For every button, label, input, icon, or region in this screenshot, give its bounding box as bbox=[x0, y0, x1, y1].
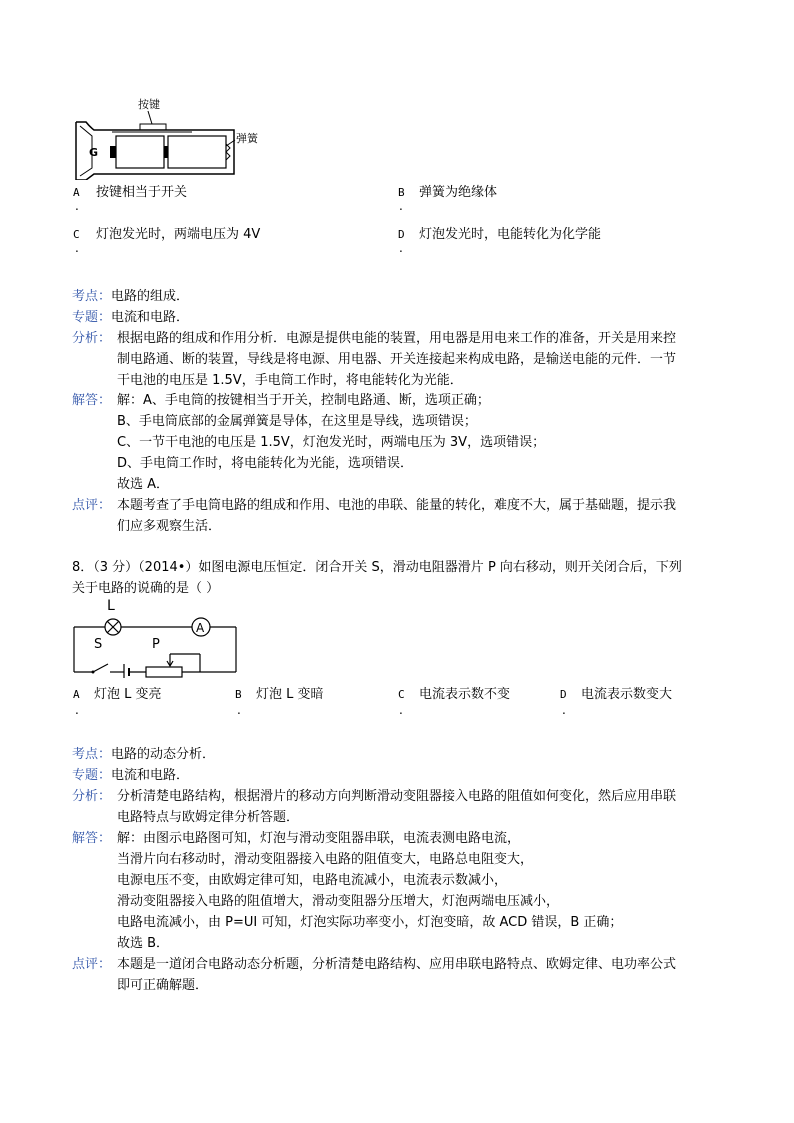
q7-option-b-dot: . bbox=[399, 199, 403, 213]
zhuanti-text: 电流和电路． bbox=[111, 310, 190, 325]
zhuanti-label: 专题： bbox=[72, 768, 112, 783]
jieda-line: 当滑片向右移动时，滑动变阻器接入电路的阻值变大，电路总电阻变大， bbox=[117, 852, 534, 867]
fenxi-line: 分析清楚电路结构，根据滑片的移动方向判断滑动变阻器接入电路的阻值如何变化，然后应用串联 bbox=[117, 789, 677, 804]
jieda-line: 解：由图示电路图可知，灯泡与滑动变阻器串联，电流表测电路电流， bbox=[117, 831, 521, 846]
jieda-line: D、手电筒工作时，将电能转化为光能，选项错误． bbox=[117, 456, 414, 471]
dianping-label: 点评： bbox=[72, 957, 112, 972]
q7-fenxi-body bbox=[117, 328, 676, 391]
rheostat-symbol bbox=[146, 667, 182, 677]
jieda-line: B、手电筒底部的金属弹簧是导体，在这里是导线，选项错误； bbox=[117, 414, 477, 429]
zhuanti-text: 电流和电路． bbox=[111, 768, 190, 783]
ammeter-label: A bbox=[196, 621, 205, 635]
q8-option-c-letter: C bbox=[398, 688, 405, 701]
lamp-label: L bbox=[107, 598, 115, 614]
circuit-figure bbox=[70, 596, 242, 678]
dianping-label: 点评： bbox=[72, 498, 112, 513]
switch-label: S bbox=[94, 637, 103, 652]
q7-kaodian-row bbox=[72, 286, 189, 307]
q7-option-d-text: 灯泡发光时，电能转化为化学能 bbox=[419, 227, 602, 242]
bulb-letter: G bbox=[89, 146, 99, 159]
jieda-line: 电路电流减小，由 P=UI 可知，灯泡实际功率变小，灯泡变暗，故 ACD 错误，B 正确； bbox=[117, 915, 623, 930]
q8-dianping-body bbox=[117, 954, 676, 996]
q8-option-d-letter: D bbox=[560, 688, 567, 701]
q7-option-d-dot: . bbox=[399, 241, 403, 255]
q8-option-d-text: 电流表示数变大 bbox=[581, 687, 673, 702]
q7-option-b-text: 弹簧为绝缘体 bbox=[419, 185, 498, 200]
q8-option-a-dot: . bbox=[75, 703, 79, 717]
kaodian-text: 电路的动态分析． bbox=[111, 747, 216, 762]
q8-stem-line: 关于电路的说确的是（ ） bbox=[72, 581, 220, 596]
spring-label: 弹簧 bbox=[236, 132, 258, 145]
q7-option-a-letter: A bbox=[73, 186, 80, 199]
zhuanti-label: 专题： bbox=[72, 310, 112, 325]
q8-stem-line: 8．（3 分）（2014•）如图电源电压恒定．闭合开关 S，滑动电阻器滑片 P 向右移动，则开关闭合后，下列 bbox=[72, 560, 682, 575]
q8-option-c-dot: . bbox=[399, 703, 403, 717]
q7-option-d-letter: D bbox=[398, 228, 405, 241]
slider-label: P bbox=[152, 637, 160, 652]
q7-dianping-body bbox=[117, 495, 676, 537]
jieda-line: 故选 B． bbox=[117, 936, 170, 951]
fenxi-label: 分析： bbox=[72, 789, 112, 804]
q7-jieda-body bbox=[117, 390, 545, 495]
jieda-line: 滑动变阻器接入电路的阻值增大，滑动变阻器分压增大，灯泡两端电压减小， bbox=[117, 894, 560, 909]
dianping-line: 本题考查了手电筒电路的组成和作用、电池的串联、能量的转化，难度不大，属于基础题，提示我 bbox=[117, 498, 677, 513]
jieda-line: 解：A、手电筒的按键相当于开关，控制电路通、断，选项正确； bbox=[117, 393, 490, 408]
q8-fenxi-body bbox=[117, 786, 676, 828]
switch-symbol bbox=[93, 664, 108, 672]
button-label: 按键 bbox=[138, 98, 160, 111]
q8-option-b-text: 灯泡 L 变暗 bbox=[256, 687, 324, 702]
q8-option-d-dot: . bbox=[562, 703, 566, 717]
jieda-line: 电源电压不变，由欧姆定律可知，电路电流减小，电流表示数减小， bbox=[117, 873, 508, 888]
fenxi-line: 电路特点与欧姆定律分析答题． bbox=[117, 810, 300, 825]
q8-option-a-letter: A bbox=[73, 688, 80, 701]
flashlight-figure bbox=[72, 96, 272, 180]
jieda-line: 故选 A． bbox=[117, 477, 170, 492]
fenxi-line: 根据电路的组成和作用分析．电源是提供电能的装置，用电器是用电来工作的准备，开关是用来控 bbox=[117, 331, 677, 346]
kaodian-text: 电路的组成． bbox=[111, 289, 190, 304]
q7-option-c-dot: . bbox=[75, 241, 79, 255]
q8-jieda-body bbox=[117, 828, 622, 954]
dianping-line: 本题是一道闭合电路动态分析题，分析清楚电路结构、应用串联电路特点、欧姆定律、电功率公式 bbox=[117, 957, 677, 972]
q7-option-c-letter: C bbox=[73, 228, 80, 241]
fenxi-label: 分析： bbox=[72, 331, 112, 346]
q7-zhuanti-row bbox=[72, 307, 189, 328]
q8-kaodian-row bbox=[72, 744, 215, 765]
fenxi-line: 干电池的电压是 1.5V，手电筒工作时，将电能转化为光能． bbox=[117, 373, 463, 388]
fenxi-line: 制电路通、断的装置，导线是将电源、用电器、开关连接起来构成电路，是输送电能的元件．一节 bbox=[117, 352, 677, 367]
q7-option-a-text: 按键相当于开关 bbox=[96, 185, 188, 200]
q8-option-b-letter: B bbox=[235, 688, 242, 701]
q8-zhuanti-row bbox=[72, 765, 189, 786]
dianping-line: 们应多观察生活． bbox=[117, 519, 222, 534]
dianping-line: 即可正确解题． bbox=[117, 978, 209, 993]
q7-option-c-text: 灯泡发光时，两端电压为 4V bbox=[96, 227, 261, 242]
q8-option-a-text: 灯泡 L 变亮 bbox=[94, 687, 162, 702]
q7-option-a-dot: . bbox=[75, 199, 79, 213]
q8-stem bbox=[72, 557, 682, 599]
jieda-label: 解答： bbox=[72, 393, 112, 408]
jieda-label: 解答： bbox=[72, 831, 112, 846]
q7-option-b-letter: B bbox=[398, 186, 405, 199]
q8-option-c-text: 电流表示数不变 bbox=[419, 687, 511, 702]
jieda-line: C、一节干电池的电压是 1.5V，灯泡发光时，两端电压为 3V，选项错误； bbox=[117, 435, 546, 450]
kaodian-label: 考点： bbox=[72, 747, 112, 762]
kaodian-label: 考点： bbox=[72, 289, 112, 304]
q8-option-b-dot: . bbox=[237, 703, 241, 717]
